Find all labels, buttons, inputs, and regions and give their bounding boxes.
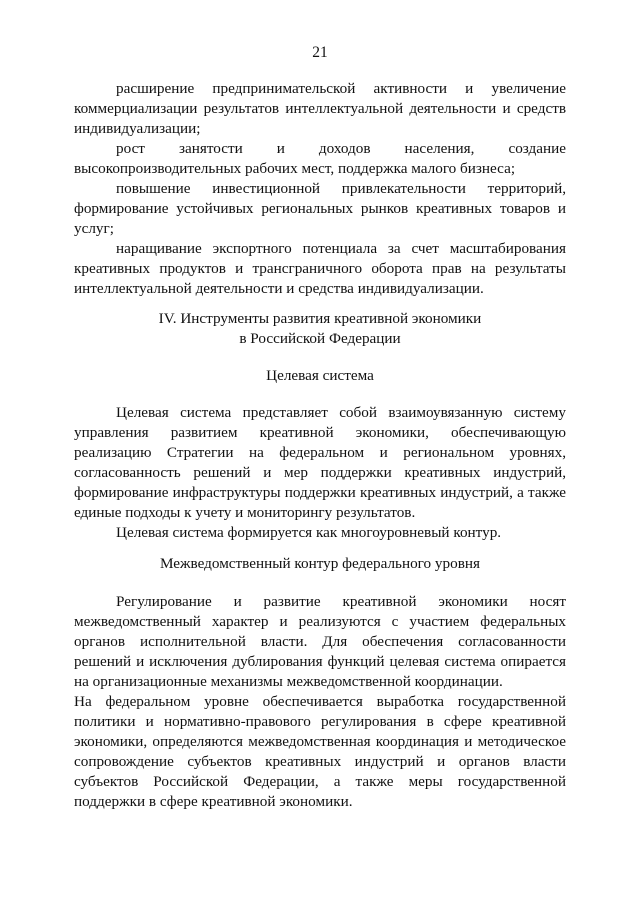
list-item: наращивание экспортного потенциала за счет масштабирования креативных продуктов и трансграничного оборота прав на результаты интеллектуальной деятельности и средства индивидуализации. — [74, 240, 566, 297]
section-heading-line2: в Российской Федерации — [239, 330, 401, 347]
list-item: повышение инвестиционной привлекательности территорий, формирование устойчивых региональных рынков креативных товаров и услуг; — [74, 180, 566, 237]
list-item: расширение предпринимательской активности и увеличение коммерциализации результатов интеллектуальной деятельности и средств индивидуализации; — [74, 80, 566, 137]
page-number: 21 — [312, 44, 328, 61]
paragraph: Целевая система формируется как многоуровневый контур. — [116, 524, 502, 541]
subsection-heading: Межведомственный контур федерального уровня — [160, 555, 480, 572]
paragraph: Регулирование и развитие креативной экономики носят межведомственный характер и реализуются с участием федеральных органов исполнительной власти. Для обеспечения согласованности решений и исключения дублирования функций целевая система опирается на организационные механизмы межведомственной координации. — [74, 593, 566, 690]
section-heading-line1: IV. Инструменты развития креативной экономики — [158, 310, 482, 327]
goals-list — [74, 79, 566, 299]
list-item: рост занятости и доходов населения, создание высокопроизводительных рабочих мест, поддержка малого бизнеса; — [74, 140, 566, 177]
target-system-text — [74, 403, 566, 543]
paragraph: Целевая система представляет собой взаимоувязанную систему управления развитием креативной экономики, обеспечивающую реализацию Стратегии на федеральном и региональном уровнях, согласованность решений и мер поддержки креативных индустрий, формирование инфраструктуры поддержки креативных индустрий, а также единые подходы к учету и мониторингу результатов. — [74, 404, 566, 521]
paragraph: На федеральном уровне обеспечивается выработка государственной политики и нормативно-правового регулирования в сфере креативной экономики, определяются межведомственная координация и методическое сопровождение субъектов креативных индустрий и органов власти субъектов Российской Федерации, а также меры государственной поддержки в сфере креативной экономики. — [74, 693, 566, 810]
federal-level-text — [74, 592, 566, 812]
subheading-target-system: Целевая система — [266, 367, 374, 384]
section-heading — [0, 309, 640, 349]
